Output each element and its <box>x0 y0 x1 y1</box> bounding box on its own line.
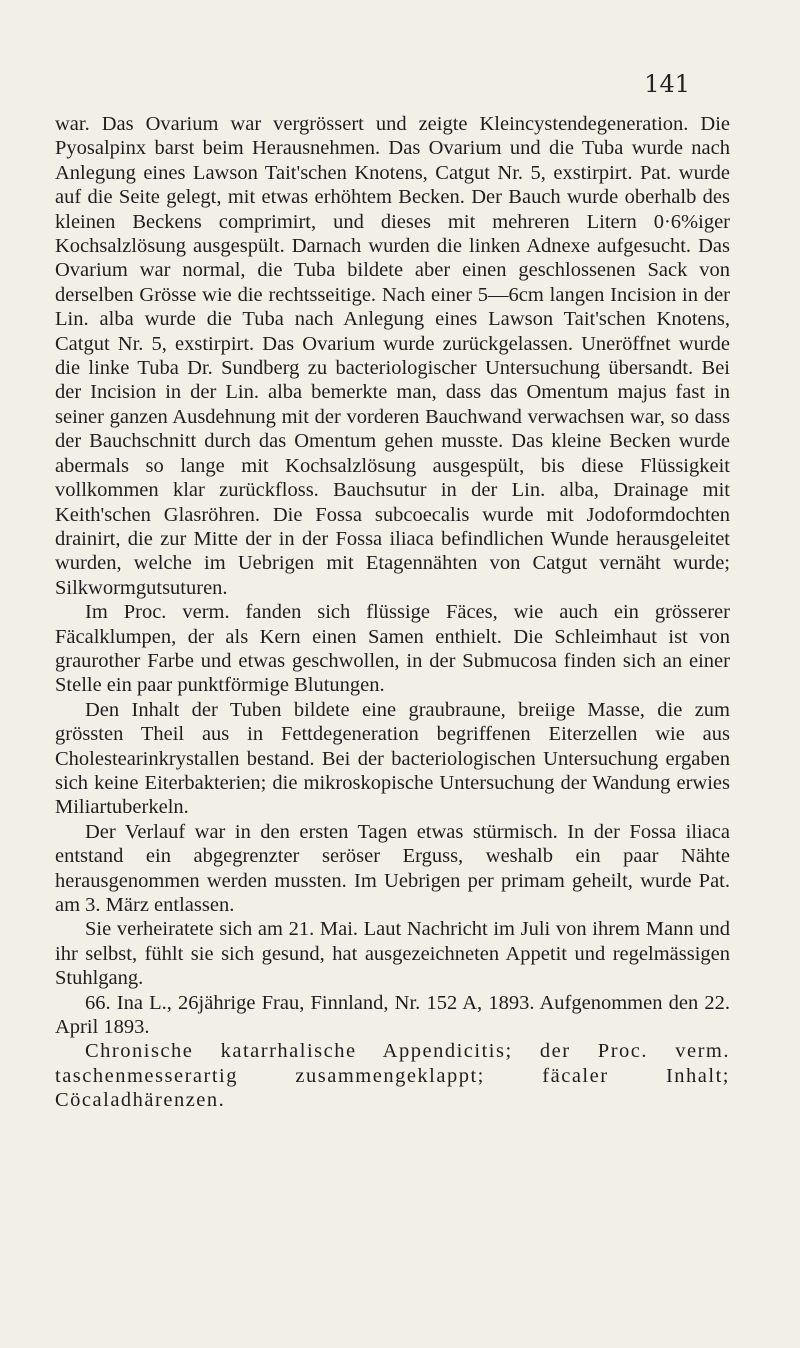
paragraph-tuben-contents: Den Inhalt der Tuben bildete eine graubraune, breiige Masse, die zum grössten Theil aus in Fettdegeneration begriffenen Eiterzellen wie aus Cholestearinkrystallen bestand. Bei der bacteriologischen Untersuchung ergaben sich keine Eiterbakterien; die mikroskopische Untersuchung der Wandung erwies Miliartuberkeln. <box>55 698 730 819</box>
page-number: 141 <box>644 70 690 98</box>
paragraph-case-66-diagnosis: Chronische katarrhalische Appendicitis; der Proc. verm. taschenmesserartig zusammengeklappt; fäcaler Inhalt; Cöcaladhärenzen. <box>55 1040 730 1112</box>
paragraph-proc-verm-findings: Im Proc. verm. fanden sich flüssige Fäces, wie auch ein grösserer Fäcalklumpen, der als Kern einen Samen enthielt. Die Schleimhaut ist von graurother Farbe und etwas geschwollen, in der Submucosa finden sich an einer Stelle ein paar punktförmige Blutungen. <box>55 601 730 697</box>
paragraph-verlauf: Der Verlauf war in den ersten Tagen etwas stürmisch. In der Fossa iliaca entstand ein abgegrenzter seröser Erguss, weshalb ein paar Nähte herausgenommen werden mussten. Im Uebrigen per primam geheilt, wurde Pat. am 3. März entlassen. <box>55 820 730 916</box>
paragraph-case-66-header: 66. Ina L., 26jährige Frau, Finnland, Nr. 152 A, 1893. Aufgenommen den 22. April 1893. <box>55 991 730 1039</box>
paragraph-follow-up: Sie verheiratete sich am 21. Mai. Laut Nachricht im Juli von ihrem Mann und ihr selbst, fühlt sie sich gesund, hat ausgezeichneten Appetit und regelmässigen Stuhlgang. <box>55 918 730 990</box>
body-text <box>55 112 730 1113</box>
paragraph-operation-continued: war. Das Ovarium war vergrössert und zeigte Kleincystendegeneration. Die Pyosalpinx barst beim Herausnehmen. Das Ovarium und die Tuba wurde nach Anlegung eines Lawson Tait'schen Knotens, Catgut Nr. 5, exstirpirt. Pat. wurde auf die Seite gelegt, mit etwas erhöhtem Becken. Der Bauch wurde oberhalb des kleinen Beckens comprimirt, und dieses mit mehreren Litern 0·6%iger Kochsalzlösung ausgespült. Darnach wurden die linken Adnexe aufgesucht. Das Ovarium war normal, die Tuba bildete aber einen geschlossenen Sack von derselben Grösse wie die rechtsseitige. Nach einer 5—6cm langen Incision in der Lin. alba wurde die Tuba nach Anlegung eines Lawson Tait'schen Knotens, Catgut Nr. 5, exstirpirt. Das Ovarium wurde zurückgelassen. Uneröffnet wurde die linke Tuba Dr. Sundberg zu bacteriologischer Untersuchung übersandt. Bei der Incision in der Lin. alba bemerkte man, dass das Omentum majus fast in seiner ganzen Ausdehnung mit der vorderen Bauchwand verwachsen war, so dass der Bauchschnitt durch das Omentum gehen musste. Das kleine Becken wurde abermals so lange mit Kochsalzlösung ausgespült, bis diese Flüssigkeit vollkommen klar zurückfloss. Bauchsutur in der Lin. alba, Drainage mit Keith'schen Glasröhren. Die Fossa subcoecalis wurde mit Jodoformdochten drainirt, die zur Mitte der in der Fossa iliaca befindlichen Wunde herausgeleitet wurden, welche im Uebrigen mit Etagennähten von Catgut vernäht wurde; Silkwormgutsuturen. <box>55 113 730 599</box>
